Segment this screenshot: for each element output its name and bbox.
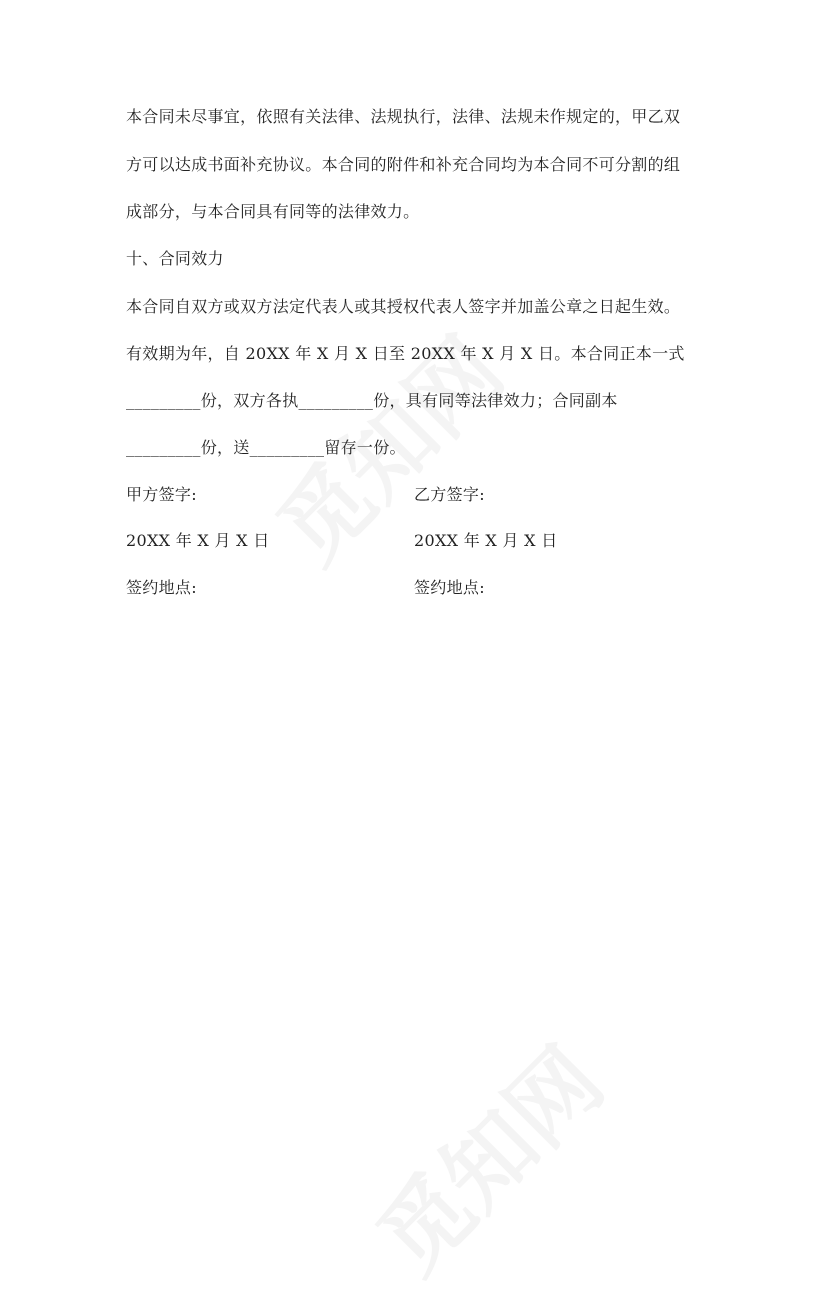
paragraph-line: 本合同自双方或双方法定代表人或其授权代表人签字并加盖公章之日起生效。	[126, 297, 681, 316]
section-heading: 十、合同效力	[126, 249, 224, 268]
paragraph-line: 有效期为年，自 20XX 年 X 月 X 日至 20XX 年 X 月 X 日。本合同正本一式	[126, 344, 685, 363]
party-b-sign-label: 乙方签字:	[414, 485, 485, 504]
paragraph-line: _________份，双方各执_________份，具有同等法律效力；合同副本	[126, 391, 618, 410]
paragraph-line: 本合同未尽事宜，依照有关法律、法规执行，法律、法规未作规定的，甲乙双	[126, 107, 681, 126]
paragraph-line: 方可以达成书面补充协议。本合同的附件和补充合同均为本合同不可分割的组	[126, 155, 681, 174]
paragraph-line: _________份，送_________留存一份。	[126, 438, 406, 457]
party-b-place-label: 签约地点:	[414, 578, 485, 597]
party-b-date: 20XX 年 X 月 X 日	[414, 531, 558, 550]
party-a-sign-label: 甲方签字:	[126, 485, 197, 504]
paragraph-line: 成部分，与本合同具有同等的法律效力。	[126, 202, 420, 221]
party-a-date: 20XX 年 X 月 X 日	[126, 531, 270, 550]
watermark	[344, 1014, 627, 1296]
party-a-place-label: 签约地点:	[126, 578, 197, 597]
